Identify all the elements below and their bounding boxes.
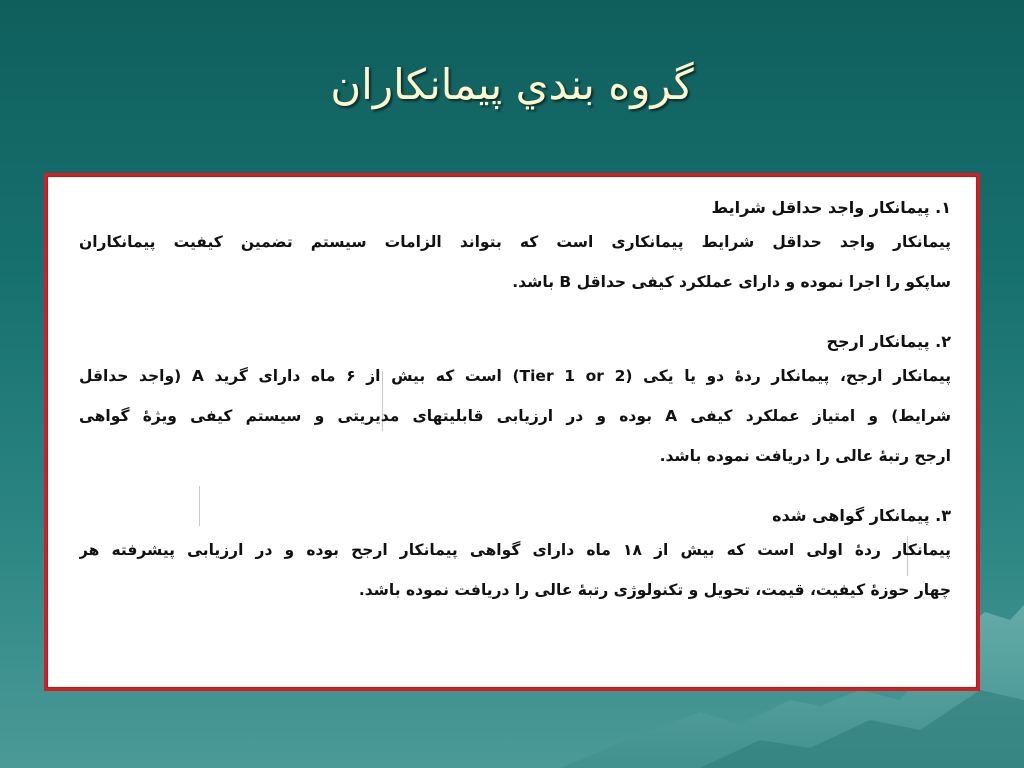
paragraph-line: چهار حوزهٔ کیفیت، قیمت، تحویل و تکنولوژی رتبهٔ عالی را دریافت نموده باشد. — [358, 581, 951, 599]
section-heading: ۲. پیمانکار ارجح — [826, 332, 951, 351]
section-heading: ۱. پیمانکار واجد حداقل شرایط — [711, 198, 951, 217]
paragraph-line: ارجح رتبهٔ عالی را دریافت نموده باشد. — [659, 447, 951, 465]
paragraph-line: شرایط) و امتیاز عملکرد کیفی A بوده و در ارزیابی قابلیتهای مدیریتی و سیستم کیفی ویژهٔ گواهی — [79, 407, 951, 425]
section-preferred — [79, 328, 951, 476]
scanned-document-frame — [44, 173, 980, 691]
section-minimum-qualified — [79, 194, 951, 302]
paragraph-line: پیمانکار ردهٔ اولی است که بیش از ۱۸ ماه دارای گواهی پیمانکار ارجح بوده و در ارزیابی پیشرفته هر — [79, 541, 951, 559]
paragraph-line: پیمانکار واجد حداقل شرایط پیمانکاری است که بتواند الزامات سیستم تضمین کیفیت پیمانکاران — [79, 233, 951, 251]
section-certified — [79, 502, 951, 610]
paragraph-line: ساپکو را اجرا نموده و دارای عملکرد کیفی حداقل B باشد. — [512, 273, 951, 291]
slide-title: گروه بندي پيمانكاران — [330, 60, 694, 109]
paragraph-line: پیمانکار ارجح، پیمانکار ردهٔ دو یا یکی (Tier 1 or 2) است که بیش از ۶ ماه دارای گرید A (واجد حداقل — [79, 367, 951, 385]
section-heading: ۳. پیمانکار گواهی شده — [772, 506, 951, 525]
document-body — [79, 194, 951, 636]
